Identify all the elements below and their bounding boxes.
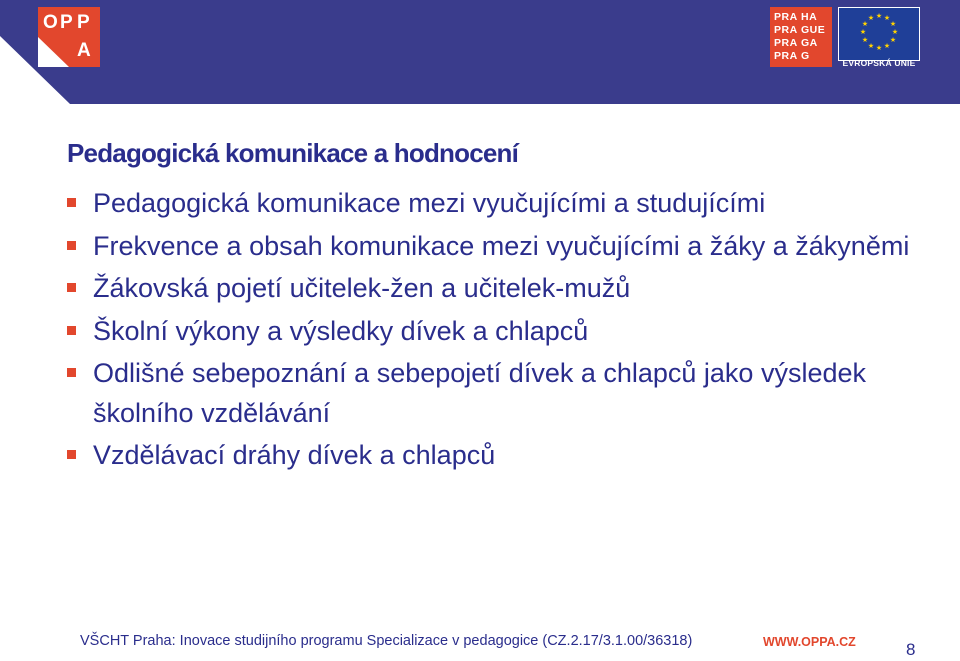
bullet-text: Frekvence a obsah komunikace mezi vyučujícími a žáky a žákyněmi [93, 230, 910, 261]
eu-flag-icon [838, 7, 920, 61]
praha-logo-text: PRA [774, 37, 798, 49]
oppa-letter-3: P [77, 12, 90, 33]
praha-logo-row [774, 12, 817, 23]
bullet-square-icon [67, 368, 76, 377]
slide-title: Pedagogická komunikace a hodnocení [67, 138, 519, 168]
oppa-letter-1: O [43, 12, 58, 33]
svg-text:★: ★ [867, 42, 875, 50]
bullet-square-icon [67, 450, 76, 459]
svg-text:★: ★ [875, 12, 883, 20]
praha-logo-row [774, 38, 818, 49]
oppa-letter-2: P [60, 12, 73, 33]
praha-logo-text: GUE [801, 24, 826, 36]
bullet-text: Vzdělávací dráhy dívek a chlapců [93, 440, 496, 470]
svg-text:★: ★ [883, 42, 891, 50]
bullet-item [65, 436, 935, 476]
svg-text:★: ★ [861, 20, 869, 28]
svg-text:★: ★ [891, 28, 899, 36]
footer-url-link[interactable]: WWW.OPPA.CZ [763, 635, 856, 649]
svg-text:★: ★ [861, 36, 869, 44]
bullet-square-icon [67, 326, 76, 335]
svg-text:★: ★ [867, 14, 875, 22]
bullet-item [65, 269, 935, 309]
bullet-list [65, 184, 935, 479]
praha-logo-row [774, 51, 810, 62]
praha-logo-text: PRA [774, 11, 798, 23]
praha-logo-text: HA [801, 11, 818, 23]
bullet-text: Žákovská pojetí učitelek-žen a učitelek-mužů [93, 273, 631, 303]
svg-text:★: ★ [883, 14, 891, 22]
bullet-text: Pedagogická komunikace mezi vyučujícími a studujícími [93, 188, 766, 218]
bullet-text: Odlišné sebepoznání a sebepojetí dívek a chlapců jako výsledek školního vzdělávání [93, 358, 866, 428]
oppa-logo [38, 7, 100, 67]
svg-text:★: ★ [875, 44, 883, 52]
svg-text:★: ★ [889, 20, 897, 28]
bullet-item [65, 184, 935, 224]
eu-label: EVROPSKÁ UNIE [842, 58, 916, 68]
praha-logo-text: GA [801, 37, 818, 49]
praha-logo-text: PRA [774, 50, 798, 62]
praha-logo-row [774, 25, 825, 36]
praha-logo [770, 7, 832, 67]
bullet-square-icon [67, 283, 76, 292]
svg-text:★: ★ [859, 28, 867, 36]
footer-text: VŠCHT Praha: Inovace studijního programu Specializace v pedagogice (CZ.2.17/3.1.00/36318) [80, 633, 693, 649]
page-number: 8 [906, 640, 916, 659]
svg-text:★: ★ [889, 36, 897, 44]
bullet-item [65, 354, 935, 433]
bullet-item [65, 227, 935, 267]
bullet-text: Školní výkony a výsledky dívek a chlapců [93, 315, 589, 346]
oppa-letter-4: A [77, 40, 91, 61]
praha-logo-text: PRA [774, 24, 798, 36]
praha-logo-text: G [801, 50, 810, 62]
bullet-square-icon [67, 198, 76, 207]
bullet-square-icon [67, 241, 76, 250]
bullet-item [65, 312, 935, 352]
